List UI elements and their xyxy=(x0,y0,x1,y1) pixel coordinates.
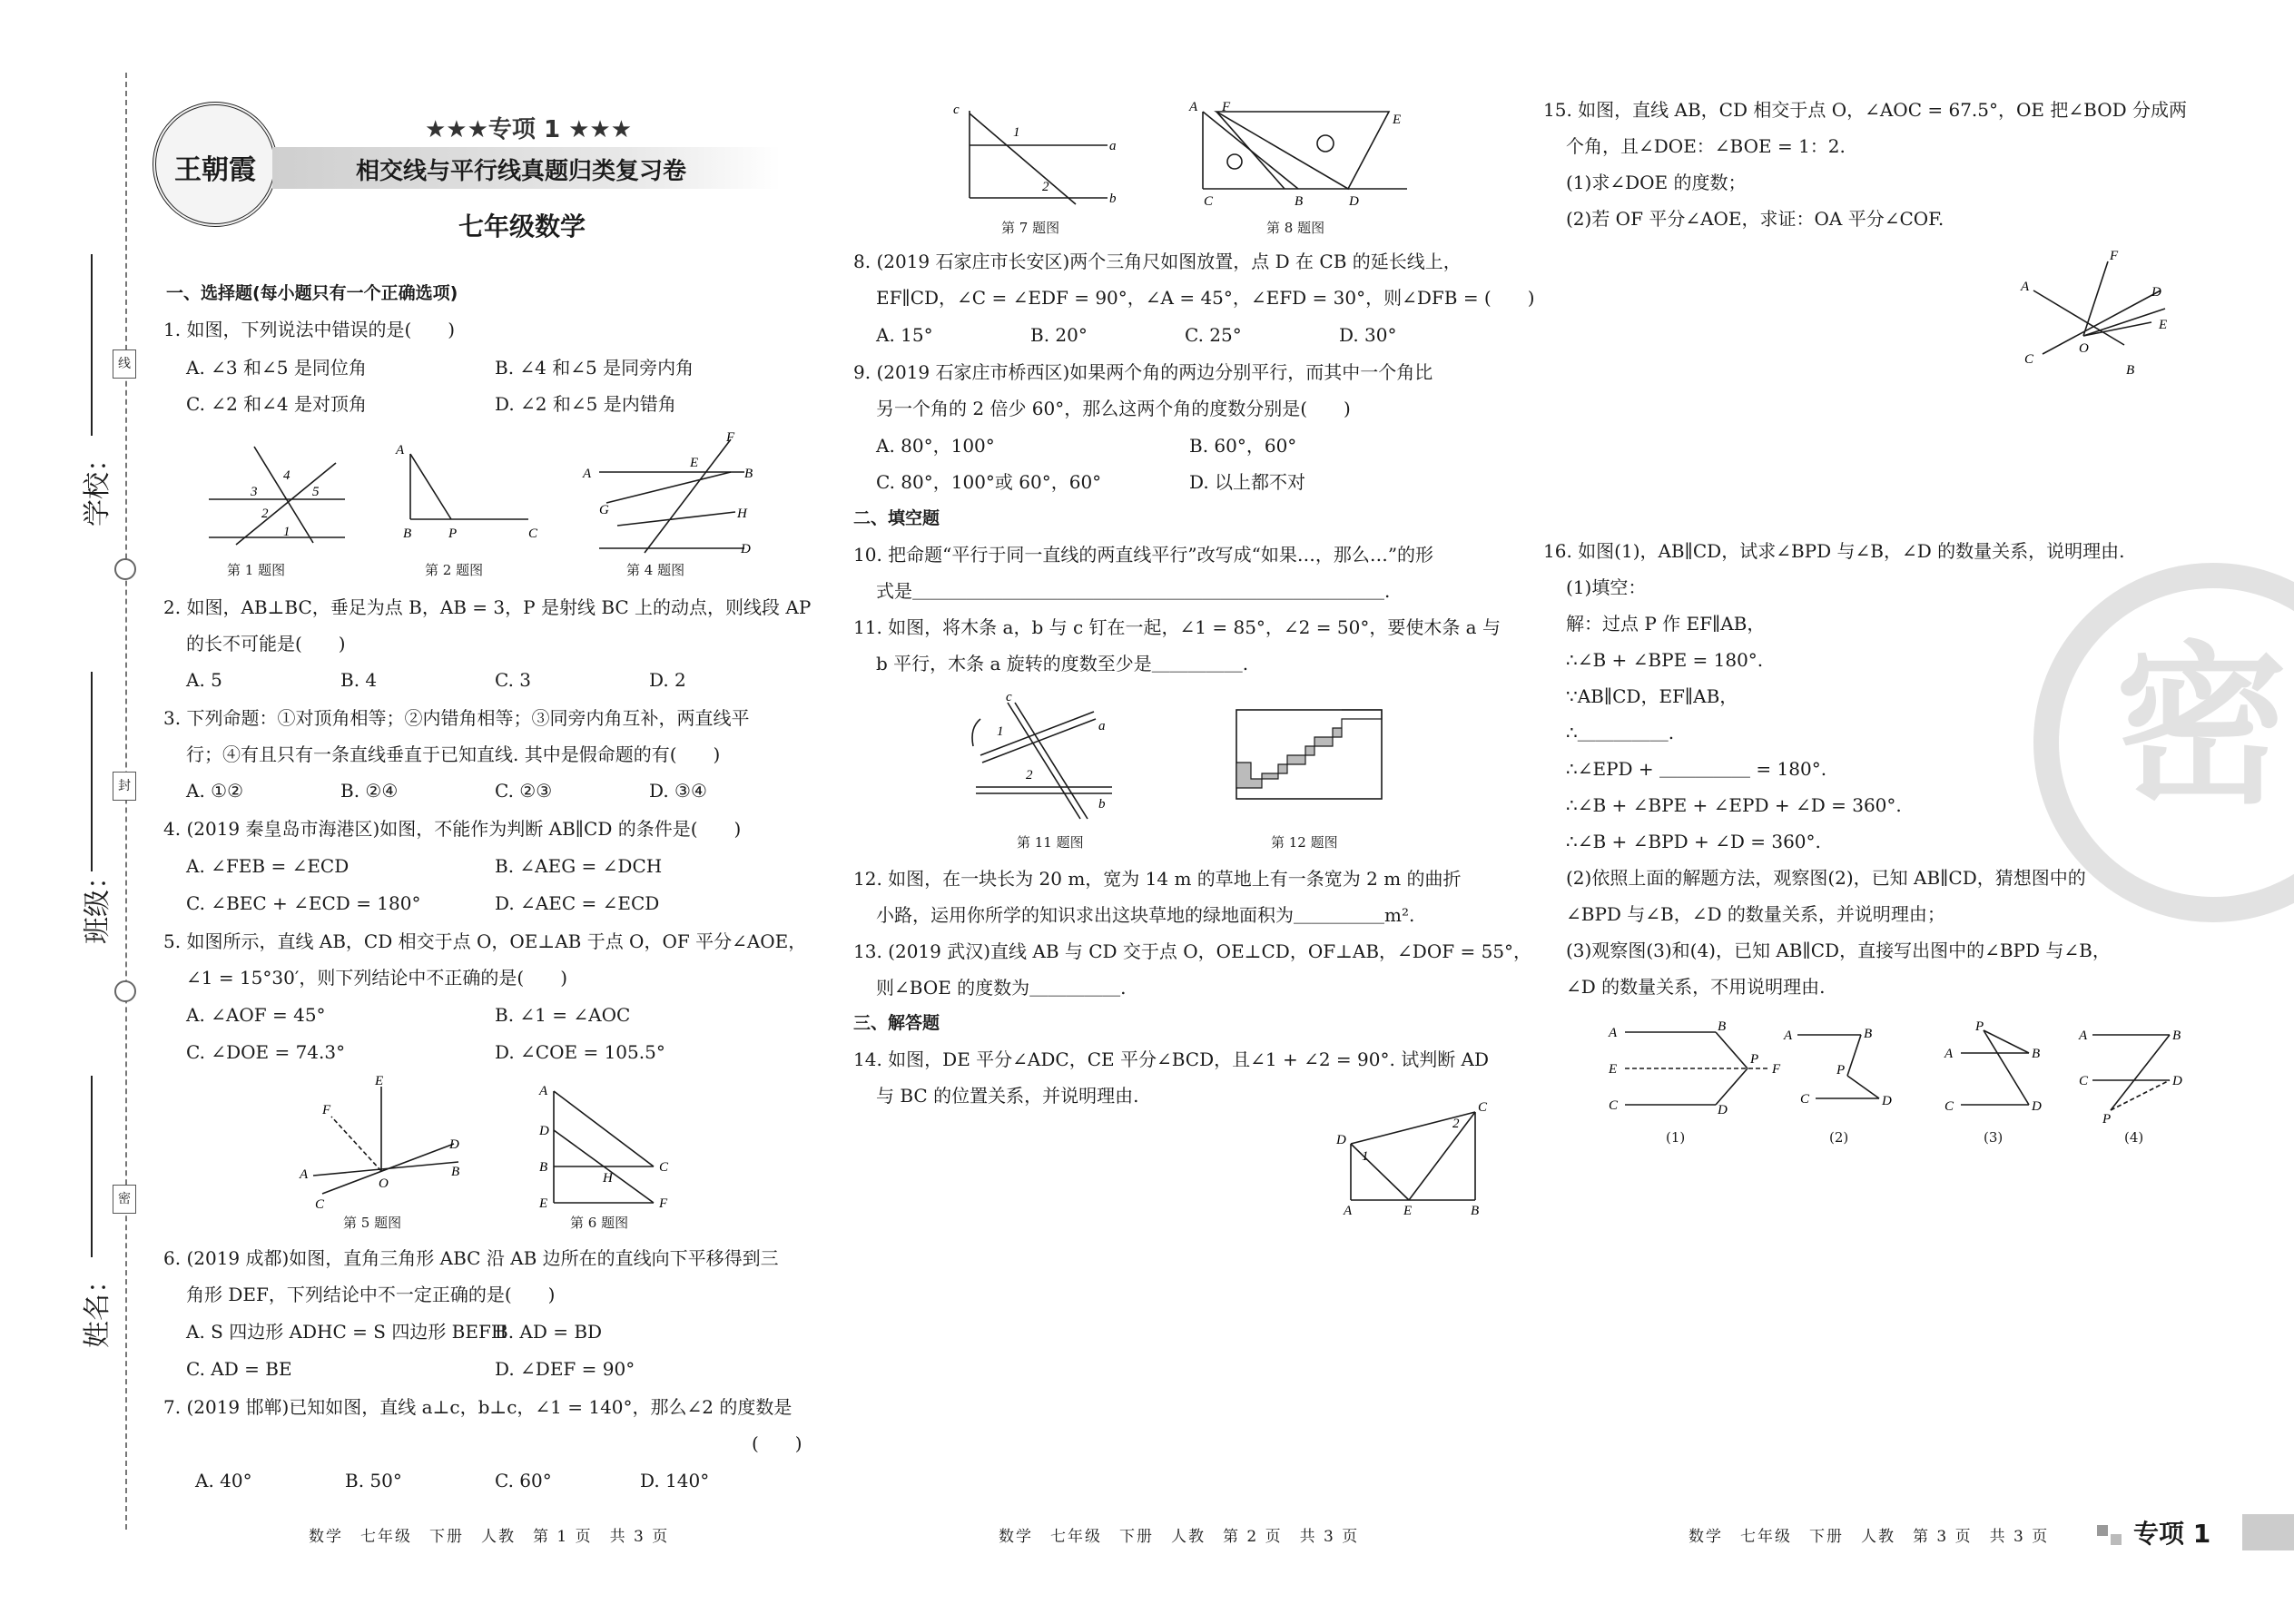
q16-line5: ∴＿＿＿＿＿. xyxy=(1566,722,1675,743)
figure-q2 xyxy=(392,445,546,545)
section-solve: 三、解答题 xyxy=(853,1013,940,1033)
q4-stem: 4. (2019 秦皇岛市海港区)如图，不能作为判断 AB∥CD 的条件是( ) xyxy=(163,818,742,840)
caption-q7: 第 7 题图 xyxy=(1001,220,1060,236)
svg-text:P: P xyxy=(1836,1063,1846,1078)
q7-option-b: B. 50° xyxy=(345,1470,402,1491)
q9-option-c: C. 80°，100°或 60°，60° xyxy=(876,471,1102,493)
q5-option-b: B. ∠1 = ∠AOC xyxy=(495,1004,631,1026)
caption-q6: 第 6 题图 xyxy=(570,1215,629,1231)
binding-hole-2 xyxy=(114,980,136,1002)
corner-special-label: 专项 1 xyxy=(2133,1519,2211,1549)
svg-text:D: D xyxy=(1349,194,1359,209)
caption-q5: 第 5 题图 xyxy=(343,1215,402,1231)
q8-stem-line2: EF∥CD，∠C = ∠EDF = 90°，∠A = 45°，∠EFD = 30°，则∠DFB = ( ) xyxy=(876,287,1535,309)
q4-option-b: B. ∠AEG = ∠DCH xyxy=(495,855,663,877)
svg-text:E: E xyxy=(1393,113,1402,127)
svg-text:A: A xyxy=(1344,1204,1353,1218)
name-underline xyxy=(91,1076,93,1257)
svg-text:B: B xyxy=(403,527,412,541)
svg-text:E: E xyxy=(539,1196,548,1211)
subject-title: 七年级数学 xyxy=(458,212,586,241)
q9-stem-line1: 9. (2019 石家庄市桥西区)如果两个角的两边分别平行，而其中一个角比 xyxy=(853,361,1433,383)
svg-text:A: A xyxy=(1609,1026,1618,1040)
svg-text:2: 2 xyxy=(1452,1117,1460,1131)
q5-option-c: C. ∠DOE = 74.3° xyxy=(186,1041,346,1063)
svg-text:C: C xyxy=(659,1160,669,1175)
q6-option-b: B. AD = BD xyxy=(495,1321,603,1343)
svg-text:a: a xyxy=(1098,719,1106,733)
svg-text:C: C xyxy=(315,1197,325,1212)
q12-stem-line2: 小路，运用你所学的知识求出这块草地的绿地面积为＿＿＿＿＿m². xyxy=(876,904,1415,926)
svg-text:E: E xyxy=(2159,318,2168,332)
svg-text:D: D xyxy=(1718,1103,1728,1117)
q16-stem: 16. 如图(1)，AB∥CD，试求∠BPD 与∠B，∠D 的数量关系，说明理由. xyxy=(1543,540,2125,562)
q15-sub2: (2)若 OF 平分∠AOE，求证：OA 平分∠COF. xyxy=(1566,208,1944,230)
caption-q2: 第 2 题图 xyxy=(425,562,484,578)
svg-text:B: B xyxy=(744,467,753,481)
svg-text:a: a xyxy=(1109,139,1117,153)
svg-text:D: D xyxy=(2151,285,2161,300)
svg-text:5: 5 xyxy=(312,485,320,499)
q7-option-d: D. 140° xyxy=(640,1470,710,1491)
svg-text:D: D xyxy=(1882,1094,1892,1108)
q12-stem-line1: 12. 如图，在一块长为 20 m，宽为 14 m 的草地上有一条宽为 2 m 的曲折 xyxy=(853,868,1462,890)
svg-text:F: F xyxy=(1772,1062,1781,1077)
figure-q16-2 xyxy=(1784,1021,1911,1121)
q11-stem-line1: 11. 如图，将木条 a，b 与 c 钉在一起，∠1 = 85°，∠2 = 50°，要使木条 a 与 xyxy=(853,616,1501,638)
q7-option-a: A. 40° xyxy=(195,1470,252,1491)
svg-text:1: 1 xyxy=(1362,1149,1369,1164)
svg-text:P: P xyxy=(2102,1112,2112,1127)
q4-option-c: C. ∠BEC + ∠ECD = 180° xyxy=(186,892,421,914)
q6-option-d: D. ∠DEF = 90° xyxy=(495,1358,635,1380)
svg-text:1: 1 xyxy=(1013,125,1020,140)
binding-box-line: 线 xyxy=(113,349,136,379)
section-fill: 二、填空题 xyxy=(853,508,940,528)
q16-line7: ∴∠B + ∠BPE + ∠EPD + ∠D = 360°. xyxy=(1566,794,1902,816)
figure-q16-4 xyxy=(2079,1021,2206,1126)
figure-q8 xyxy=(1180,98,1416,212)
svg-text:E: E xyxy=(690,456,699,470)
svg-text:C: C xyxy=(2079,1074,2089,1088)
caption-q4: 第 4 题图 xyxy=(626,562,685,578)
figure-q5 xyxy=(295,1076,477,1212)
svg-text:2: 2 xyxy=(261,507,269,521)
q8-stem-line1: 8. (2019 石家庄市长安区)两个三角尺如图放置，点 D 在 CB 的延长线上， xyxy=(853,251,1462,272)
q3-option-d: D. ③④ xyxy=(649,780,707,802)
svg-text:B: B xyxy=(1471,1204,1480,1218)
svg-text:B: B xyxy=(2126,363,2135,378)
svg-text:E: E xyxy=(1609,1062,1618,1077)
figure-q16-1 xyxy=(1607,1021,1779,1121)
svg-text:F: F xyxy=(726,430,735,445)
q9-option-d: D. 以上都不对 xyxy=(1189,471,1306,493)
svg-text:A: A xyxy=(583,467,592,481)
corner-bar xyxy=(2242,1514,2294,1550)
fig-label-2: (2) xyxy=(1829,1129,1849,1146)
q13-stem-line2: 则∠BOE 的度数为＿＿＿＿＿. xyxy=(876,977,1127,999)
fig-label-3: (3) xyxy=(1984,1129,2004,1146)
svg-text:C: C xyxy=(1204,194,1214,209)
svg-text:A: A xyxy=(539,1084,548,1098)
binding-dashed-line xyxy=(125,73,127,1530)
q16-sub2-line2: ∠BPD 与∠B，∠D 的数量关系，并说明理由； xyxy=(1566,903,1945,925)
svg-text:B: B xyxy=(2172,1029,2181,1043)
svg-text:C: C xyxy=(528,527,538,541)
figure-q12 xyxy=(1235,708,1389,803)
svg-text:A: A xyxy=(300,1167,309,1182)
caption-q1: 第 1 题图 xyxy=(227,562,286,578)
svg-text:b: b xyxy=(1098,797,1106,812)
figure-q7 xyxy=(944,100,1126,209)
svg-text:2: 2 xyxy=(1042,180,1049,194)
q2-option-c: C. 3 xyxy=(495,669,532,691)
figure-q15 xyxy=(2015,245,2179,381)
q16-sub3-line2: ∠D 的数量关系，不用说明理由. xyxy=(1566,976,1826,998)
q3-stem-line2: 行；④有且只有一条直线垂直于已知直线. 其中是假命题的有( ) xyxy=(186,743,721,765)
name-label: 姓名： xyxy=(82,1266,113,1348)
q10-stem-line1: 10. 把命题“平行于同一直线的两直线平行”改写成“如果…，那么…”的形 xyxy=(853,544,1434,566)
q8-option-d: D. 30° xyxy=(1339,324,1397,346)
svg-text:P: P xyxy=(1750,1052,1759,1067)
class-label: 班级： xyxy=(82,862,113,944)
q6-option-c: C. AD = BE xyxy=(186,1358,292,1380)
school-label: 学校： xyxy=(82,445,113,527)
q2-option-d: D. 2 xyxy=(649,669,686,691)
svg-text:F: F xyxy=(2110,249,2119,263)
svg-text:F: F xyxy=(1222,100,1231,114)
figure-q6 xyxy=(536,1080,681,1216)
q16-line6: ∴∠EPD + ＿＿＿＿＿ = 180°. xyxy=(1566,758,1827,780)
q7-stem: 7. (2019 邯郸)已知如图，直线 a⊥c，b⊥c，∠1 = 140°，那么∠2 的度数是 xyxy=(163,1396,793,1418)
svg-text:F: F xyxy=(322,1103,331,1117)
fig-label-1: (1) xyxy=(1666,1129,1686,1146)
svg-text:D: D xyxy=(2172,1074,2182,1088)
svg-text:P: P xyxy=(1975,1019,1984,1034)
svg-text:H: H xyxy=(603,1171,613,1186)
q1-option-c: C. ∠2 和∠4 是对顶角 xyxy=(186,393,367,415)
footer-page-1: 数学 七年级 下册 人教 第 1 页 共 3 页 xyxy=(309,1528,670,1546)
svg-text:A: A xyxy=(2079,1029,2088,1043)
q2-option-b: B. 4 xyxy=(340,669,378,691)
q16-line3: ∴∠B + ∠BPE = 180°. xyxy=(1566,649,1764,671)
q4-option-d: D. ∠AEC = ∠ECD xyxy=(495,892,660,914)
binding-box-secret: 密 xyxy=(113,1185,136,1214)
svg-text:C: C xyxy=(1478,1100,1488,1115)
q3-option-a: A. ①② xyxy=(186,780,244,802)
svg-text:C: C xyxy=(2024,352,2034,367)
q4-option-a: A. ∠FEB = ∠ECD xyxy=(186,855,350,877)
school-underline xyxy=(91,254,93,436)
q8-option-b: B. 20° xyxy=(1030,324,1088,346)
fig-label-4: (4) xyxy=(2124,1129,2144,1146)
q7-answer-paren: ( ) xyxy=(752,1432,802,1454)
q15-stem-line2: 个角，且∠DOE：∠BOE = 1：2. xyxy=(1566,135,1846,157)
special-label: ★★★专项 1 ★★★ xyxy=(425,116,633,143)
caption-q12: 第 12 题图 xyxy=(1271,834,1338,851)
q9-option-a: A. 80°，100° xyxy=(876,435,995,457)
class-underline xyxy=(91,672,93,871)
q8-option-c: C. 25° xyxy=(1185,324,1242,346)
svg-text:B: B xyxy=(539,1160,548,1175)
svg-text:B: B xyxy=(451,1165,460,1179)
page-title: 相交线与平行线真题归类复习卷 xyxy=(356,158,687,185)
svg-text:A: A xyxy=(1189,100,1198,114)
q10-stem-line2: 式是＿＿＿＿＿＿＿＿＿＿＿＿＿＿＿＿＿＿＿＿＿＿＿＿＿＿. xyxy=(876,580,1391,602)
q3-option-b: B. ②④ xyxy=(340,780,399,802)
svg-text:c: c xyxy=(1006,690,1012,704)
q3-option-c: C. ②③ xyxy=(495,780,553,802)
q15-stem-line1: 15. 如图，直线 AB，CD 相交于点 O，∠AOC = 67.5°，OE 把∠BOD 分成两 xyxy=(1543,99,2187,121)
svg-text:B: B xyxy=(1295,194,1304,209)
q2-stem-line2: 的长不可能是( ) xyxy=(186,633,346,655)
svg-text:b: b xyxy=(1109,192,1117,206)
q6-stem-line1: 6. (2019 成都)如图，直角三角形 ABC 沿 AB 边所在的直线向下平移得到三 xyxy=(163,1247,779,1269)
svg-text:4: 4 xyxy=(283,468,290,483)
q5-stem-line1: 5. 如图所示，直线 AB，CD 相交于点 O，OE⊥AB 于点 O，OF 平分∠AOE， xyxy=(163,930,807,952)
q1-option-d: D. ∠2 和∠5 是内错角 xyxy=(495,393,676,415)
svg-text:1: 1 xyxy=(283,525,290,539)
q2-stem-line1: 2. 如图，AB⊥BC，垂足为点 B，AB = 3，P 是射线 BC 上的动点，则线段 AP xyxy=(163,596,812,618)
corner-deco-1 xyxy=(2097,1525,2108,1536)
q9-stem-line2: 另一个角的 2 倍少 60°，那么这两个角的度数分别是( ) xyxy=(876,398,1351,419)
q16-sub3-line1: (3)观察图(3)和(4)，已知 AB∥CD，直接写出图中的∠BPD 与∠B， xyxy=(1566,940,2111,961)
svg-text:D: D xyxy=(449,1137,459,1152)
caption-q8: 第 8 题图 xyxy=(1266,220,1325,236)
corner-deco-2 xyxy=(2111,1534,2122,1545)
q16-line2: 解：过点 P 作 EF∥AB， xyxy=(1566,613,1766,635)
secret-stamp-char: 密 xyxy=(2115,625,2289,827)
svg-text:A: A xyxy=(1944,1047,1954,1061)
q16-line4: ∵AB∥CD，EF∥AB， xyxy=(1566,685,1738,707)
q1-option-b: B. ∠4 和∠5 是同旁内角 xyxy=(495,357,694,379)
svg-text:E: E xyxy=(375,1074,384,1088)
q11-stem-line2: b 平行，木条 a 旋转的度数至少是＿＿＿＿＿. xyxy=(876,653,1249,674)
logo-text: 王朝霞 xyxy=(174,154,256,186)
figure-q14 xyxy=(1334,1098,1498,1216)
svg-text:G: G xyxy=(599,503,609,517)
caption-q11: 第 11 题图 xyxy=(1017,834,1084,851)
svg-text:O: O xyxy=(379,1176,389,1191)
figure-q11 xyxy=(962,692,1144,823)
svg-text:D: D xyxy=(741,542,751,556)
q16-line8: ∴∠B + ∠BPD + ∠D = 360°. xyxy=(1566,831,1821,852)
q6-stem-line2: 角形 DEF，下列结论中不一定正确的是( ) xyxy=(186,1284,556,1305)
q5-option-d: D. ∠COE = 105.5° xyxy=(495,1041,665,1063)
figure-q1 xyxy=(200,436,363,554)
svg-text:2: 2 xyxy=(1026,768,1033,782)
q7-option-c: C. 60° xyxy=(495,1470,552,1491)
svg-text:B: B xyxy=(2032,1047,2041,1061)
footer-page-2: 数学 七年级 下册 人教 第 2 页 共 3 页 xyxy=(999,1528,1360,1546)
svg-text:B: B xyxy=(1864,1027,1873,1041)
q8-option-a: A. 15° xyxy=(876,324,933,346)
svg-text:O: O xyxy=(2079,341,2089,356)
svg-text:D: D xyxy=(539,1124,549,1138)
svg-text:c: c xyxy=(953,103,960,117)
svg-text:C: C xyxy=(1800,1092,1810,1107)
binding-box-seal: 封 xyxy=(113,772,136,801)
svg-text:H: H xyxy=(737,507,747,521)
svg-text:A: A xyxy=(2021,280,2030,294)
q15-sub1: (1)求∠DOE 的度数； xyxy=(1566,172,1747,193)
q9-option-b: B. 60°，60° xyxy=(1189,435,1297,457)
q5-stem-line2: ∠1 = 15°30′，则下列结论中不正确的是( ) xyxy=(186,967,567,989)
q1-option-a: A. ∠3 和∠5 是同位角 xyxy=(186,357,367,379)
footer-page-3: 数学 七年级 下册 人教 第 3 页 共 3 页 xyxy=(1689,1528,2050,1546)
q3-stem-line1: 3. 下列命题：①对顶角相等；②内错角相等；③同旁内角互补，两直线平 xyxy=(163,707,750,729)
svg-text:A: A xyxy=(396,443,405,458)
svg-text:1: 1 xyxy=(997,724,1004,739)
q1-stem: 1. 如图，下列说法中错误的是( ) xyxy=(163,319,456,340)
svg-text:D: D xyxy=(1336,1133,1346,1147)
q6-option-a: A. S 四边形 ADHC = S 四边形 BEFH xyxy=(186,1321,507,1343)
figure-q16-3 xyxy=(1943,1021,2061,1121)
svg-text:3: 3 xyxy=(251,485,258,499)
q14-stem-line2: 与 BC 的位置关系，并说明理由. xyxy=(876,1085,1139,1107)
q13-stem-line1: 13. (2019 武汉)直线 AB 与 CD 交于点 O，OE⊥CD，OF⊥AB，∠DOF = 55°， xyxy=(853,940,1532,962)
q16-sub2-line1: (2)依照上面的解题方法，观察图(2)，已知 AB∥CD，猜想图中的 xyxy=(1566,867,2086,889)
svg-text:A: A xyxy=(1784,1029,1793,1043)
q14-stem-line1: 14. 如图，DE 平分∠ADC，CE 平分∠BCD，且∠1 + ∠2 = 90°. 试判断 AD xyxy=(853,1048,1490,1070)
svg-text:E: E xyxy=(1403,1204,1413,1218)
binding-hole-1 xyxy=(114,558,136,580)
section-choice: 一、选择题(每小题只有一个正确选项) xyxy=(166,283,458,303)
svg-text:B: B xyxy=(1718,1019,1727,1034)
q2-option-a: A. 5 xyxy=(186,669,222,691)
svg-text:P: P xyxy=(448,527,458,541)
svg-text:D: D xyxy=(2032,1099,2042,1114)
svg-text:C: C xyxy=(1944,1099,1954,1114)
svg-text:F: F xyxy=(659,1196,668,1211)
figure-q4 xyxy=(581,430,763,557)
svg-text:C: C xyxy=(1609,1098,1619,1113)
publisher-logo xyxy=(153,102,278,227)
q5-option-a: A. ∠AOF = 45° xyxy=(186,1004,326,1026)
q16-sub1: (1)填空： xyxy=(1566,576,1647,598)
